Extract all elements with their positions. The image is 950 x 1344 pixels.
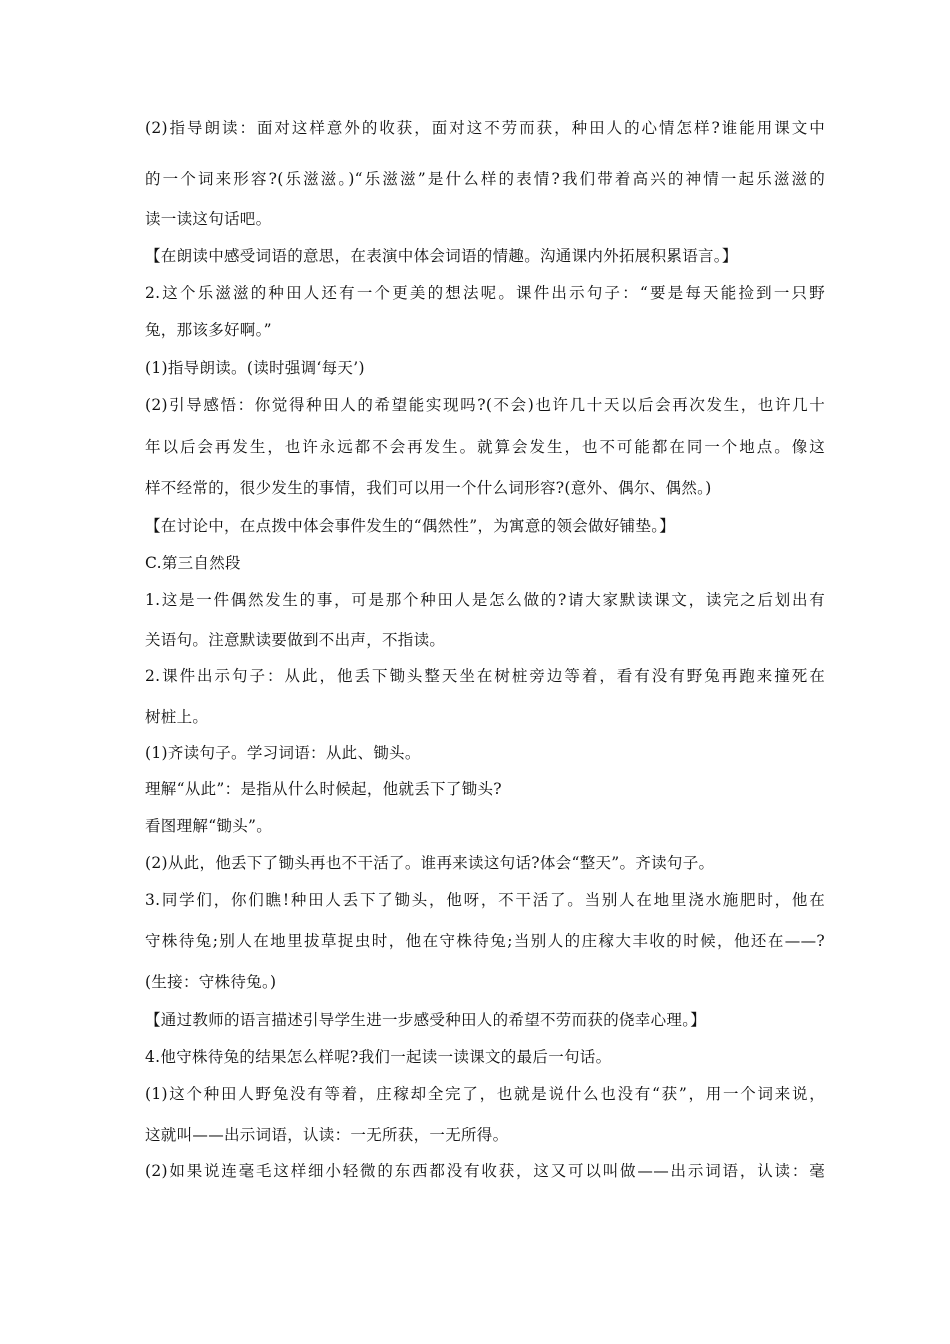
text-line-13: 1.这是一件偶然发生的事，可是那个种田人是怎么做的?请大家默读课文，读完之后划出有 [145, 591, 825, 609]
note-line-4: 【在朗读中感受词语的意思，在表演中体会词语的情趣。沟通课内外拓展积累语言。】 [145, 247, 738, 265]
text-line-26: (1)这个种田人野兔没有等着，庄稼却全完了，也就是说什么也没有“获”，用一个词来说， [145, 1085, 825, 1103]
text-line-28: (2)如果说连毫毛这样细小轻微的东西都没有收获，这又可以叫做——出示词语，认读：毫 [145, 1162, 825, 1180]
text-line-9: 年以后会再发生，也许永远都不会再发生。就算会发生，也不可能都在同一个地点。像这 [145, 438, 825, 456]
note-line-11: 【在讨论中，在点拨中体会事件发生的“偶然性”，为寓意的领会做好铺垫。】 [145, 517, 676, 535]
text-line-3: 读一读这句话吧。 [145, 210, 272, 228]
text-line-1: (2)指导朗读：面对这样意外的收获，面对这不劳而获，种田人的心情怎样?谁能用课文中 [145, 119, 825, 137]
text-line-6: 兔，那该多好啊。” [145, 321, 272, 339]
text-line-21: 3.同学们，你们瞧!种田人丢下了锄头，他呀，不干活了。当别人在地里浇水施肥时，他在 [145, 891, 825, 909]
text-line-2: 的一个词来形容?(乐滋滋。)“乐滋滋”是什么样的表情?我们带着高兴的神情一起乐滋滋的 [145, 170, 825, 188]
text-line-23: (生接：守株待兔。) [145, 973, 277, 991]
text-line-5: 2.这个乐滋滋的种田人还有一个更美的想法呢。课件出示句子：“要是每天能捡到一只野 [145, 284, 825, 302]
text-line-15: 2.课件出示句子：从此，他丢下锄头整天坐在树桩旁边等着，看有没有野兔再跑来撞死在 [145, 667, 825, 685]
text-line-25: 4.他守株待兔的结果怎么样呢?我们一起读一读课文的最后一句话。 [145, 1048, 612, 1066]
text-line-22: 守株待兔;别人在地里拔草捉虫时，他在守株待兔;当别人的庄稼大丰收的时候，他还在——? [145, 932, 825, 950]
text-line-10: 样不经常的，很少发生的事情，我们可以用一个什么词形容?(意外、偶尔、偶然。) [145, 479, 712, 497]
text-line-18: 理解“从此”：是指从什么时候起，他就丢下了锄头? [145, 780, 502, 798]
text-line-7: (1)指导朗读。(读时强调‘每天’) [145, 359, 365, 377]
text-line-20: (2)从此，他丢下了锄头再也不干活了。谁再来读这句话?体会“整天”。齐读句子。 [145, 854, 715, 872]
text-line-17: (1)齐读句子。学习词语：从此、锄头。 [145, 744, 421, 762]
section-heading: C.第三自然段 [145, 554, 241, 572]
text-line-27: 这就叫——出示词语，认读：一无所获，一无所得。 [145, 1126, 509, 1144]
text-line-14: 关语句。注意默读要做到不出声，不指读。 [145, 631, 446, 649]
text-line-19: 看图理解“锄头”。 [145, 817, 273, 835]
text-line-16: 树桩上。 [145, 708, 209, 726]
note-line-24: 【通过教师的语言描述引导学生进一步感受种田人的希望不劳而获的侥幸心理。】 [145, 1011, 707, 1029]
text-line-8: (2)引导感悟：你觉得种田人的希望能实现吗?(不会)也许几十天以后会再次发生，也许几十 [145, 396, 825, 414]
